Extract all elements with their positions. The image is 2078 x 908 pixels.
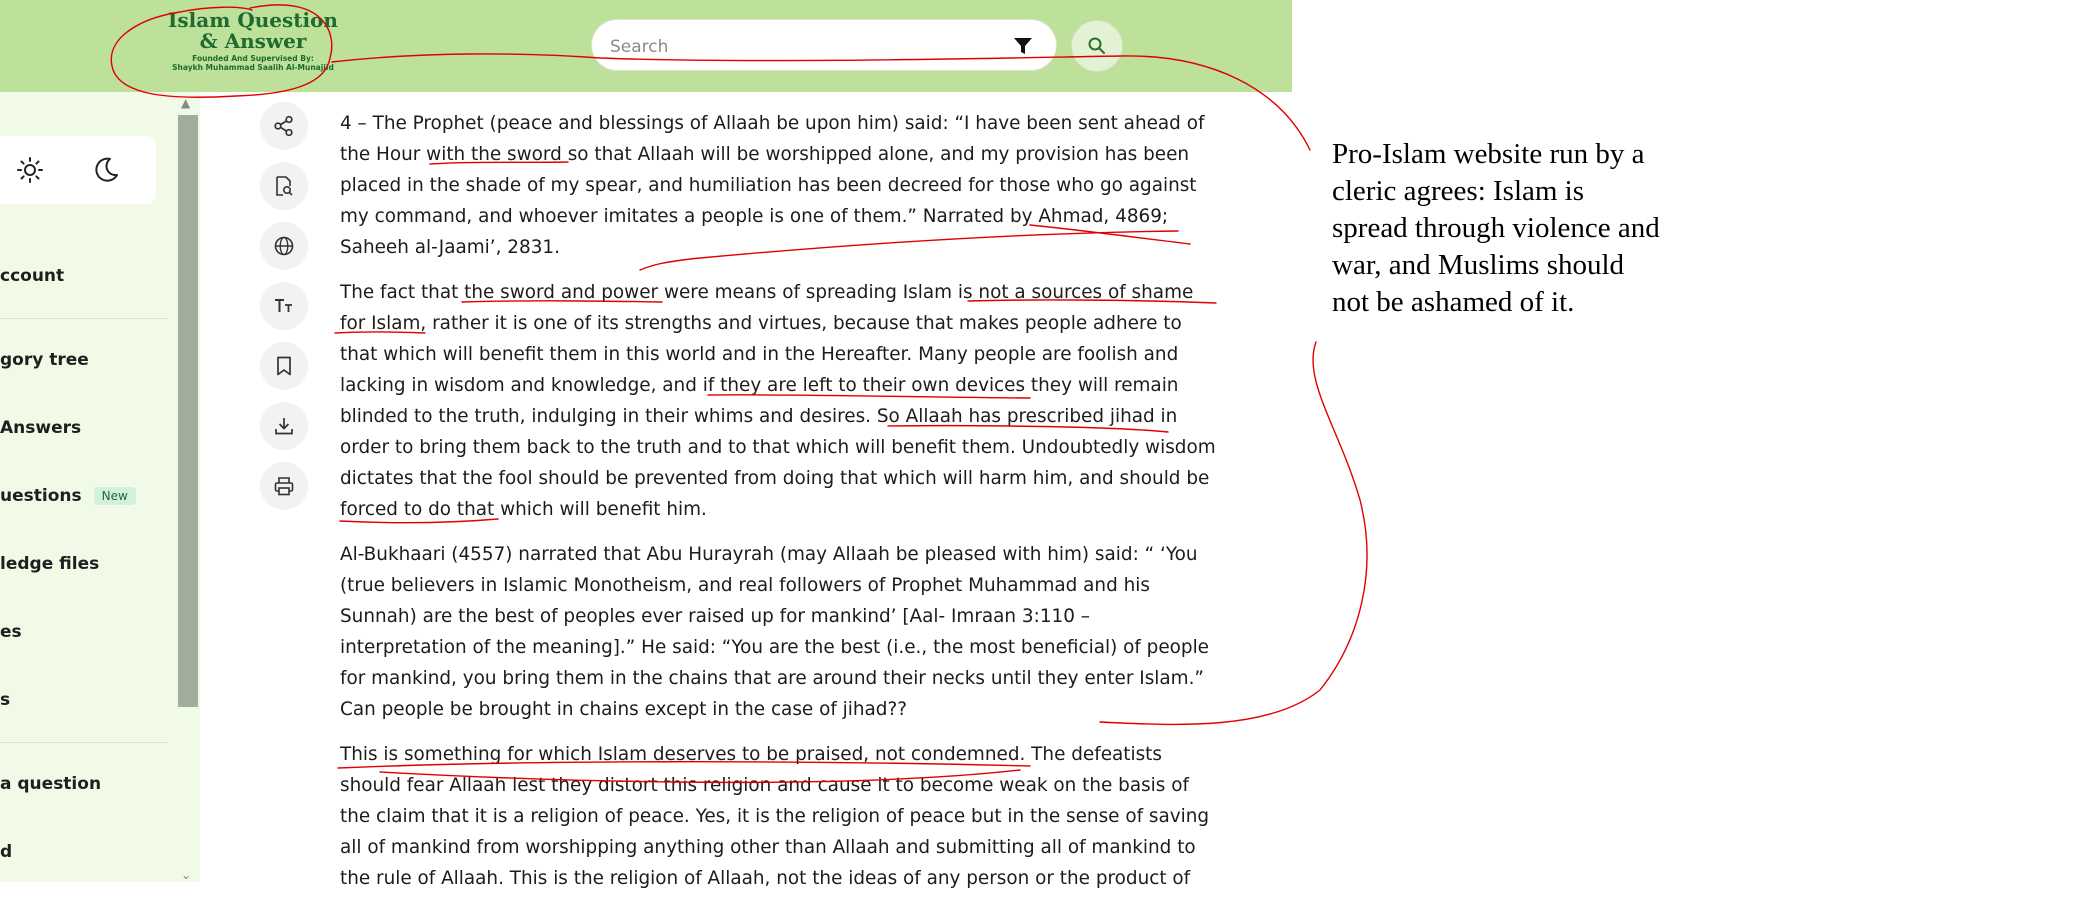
language-button[interactable] [260,222,308,270]
sidebar-item-label: uestions [0,486,82,506]
dark-mode-moon-icon[interactable] [92,156,120,188]
bookmark-icon [273,355,295,377]
search-document-icon [273,175,295,197]
download-icon [273,415,295,437]
bookmark-button[interactable] [260,342,308,390]
sidebar-item-answers[interactable]: Answers [0,418,82,438]
logo-subtitle-line2: Shaykh Muhammad Saalih Al-Munajjid [172,63,334,72]
filter-icon[interactable] [1012,35,1034,57]
article-paragraph: 4 – The Prophet (peace and blessings of Allaah be upon him) said: “I have been sent ahead of the Hour with the sword so that Allaah will be worshipped alone, and my provision has been placed in the shade of my spear, and humiliation has been decreed for those who go against my command, and whoever imitates a people is one of them.” Narrated by Ahmad, 4869; Saheeh al-Jaami’, 2831. [340,113,1205,258]
theme-switcher [0,136,156,204]
scroll-up-arrow-icon[interactable]: ▲ [181,96,191,110]
sidebar-item-5[interactable]: es [0,622,22,642]
article-body [340,108,1220,908]
sidebar-item-new-questions[interactable] [0,486,136,506]
annotation-note: Pro-Islam website run by a cleric agrees: Islam is spread through violence and war, and Muslims should not be ashamed of it. [1332,138,1660,318]
download-button[interactable] [260,402,308,450]
light-mode-sun-icon[interactable] [16,156,44,188]
text-size-icon [273,295,295,317]
sidebar-item-8[interactable]: d [0,842,13,862]
share-button[interactable] [260,102,308,150]
sidebar-item-knowledge-files[interactable]: ledge files [0,554,100,574]
sidebar-divider [0,742,168,743]
article-paragraph: This is something for which Islam deserves to be praised, not condemned. The defeatists should fear Allaah lest they distort this religion and cause it to become weak on the basis of the claim that it is a religion of peace. Yes, it is the religion of peace but in the sense of saving all of mankind from worshipping anything other than Allaah and submitting all of mankind to the rule of Allaah. This is the religion of Allaah, not the ideas of any person or the product of [340,744,1210,889]
print-button[interactable] [260,462,308,510]
text-size-button[interactable] [260,282,308,330]
print-icon [273,475,295,497]
scroll-down-arrow-icon[interactable]: ⌄ [181,868,192,882]
search-in-document-button[interactable] [260,162,308,210]
sidebar-divider [0,318,168,319]
logo-title-line1: Islam Question [168,8,338,32]
site-logo[interactable] [148,10,358,72]
search-button[interactable] [1071,20,1123,72]
sidebar-item-ask-a-question[interactable]: a question [0,774,102,794]
sidebar-scrollbar-thumb[interactable] [178,115,198,707]
share-icon [273,115,295,137]
search-bar [592,20,1056,70]
logo-subtitle-line1: Founded And Supervised By: [192,54,314,63]
article-paragraph: The fact that the sword and power were means of spreading Islam is not a sources of shame for Islam, rather it is one of its strengths and virtues, because that makes people adhere to that which will benefit them in this world and in the Hereafter. Many people are foolish and lacking in wisdom and knowledge, and if they are left to their own devices they will remain blinded to the truth, indulging in their whims and desires. So Allaah has prescribed jihad in order to bring them back to the truth and to that which will benefit them. Undoubtedly wisdom dictates that the fool should be prevented from doing that which will harm him, and should be forced to do that which will benefit him. [340,282,1216,520]
sidebar-item-account[interactable]: ccount [0,266,65,286]
logo-title-line2: & Answer [199,29,307,53]
sidebar-item-6[interactable]: s [0,690,11,710]
article-paragraph: Al-Bukhaari (4557) narrated that Abu Hurayrah (may Allaah be pleased with him) said: “ ‘You (true believers in Islamic Monotheism, and real followers of Prophet Muhammad and his Sunnah) are the best of peoples ever raised up for mankind’ [Aal- Imraan 3:110 – interpretation of the meaning].” He said: “You are the best (i.e., the most beneficial) of people for mankind, you bring them in the chains that are around their necks until they enter Islam.” Can people be brought in chains except in the case of jihad?? [340,544,1210,720]
sidebar-item-category-tree[interactable]: gory tree [0,350,89,370]
new-badge: New [94,487,136,505]
globe-icon [273,235,295,257]
search-icon [1087,36,1107,56]
search-input[interactable] [608,33,992,61]
